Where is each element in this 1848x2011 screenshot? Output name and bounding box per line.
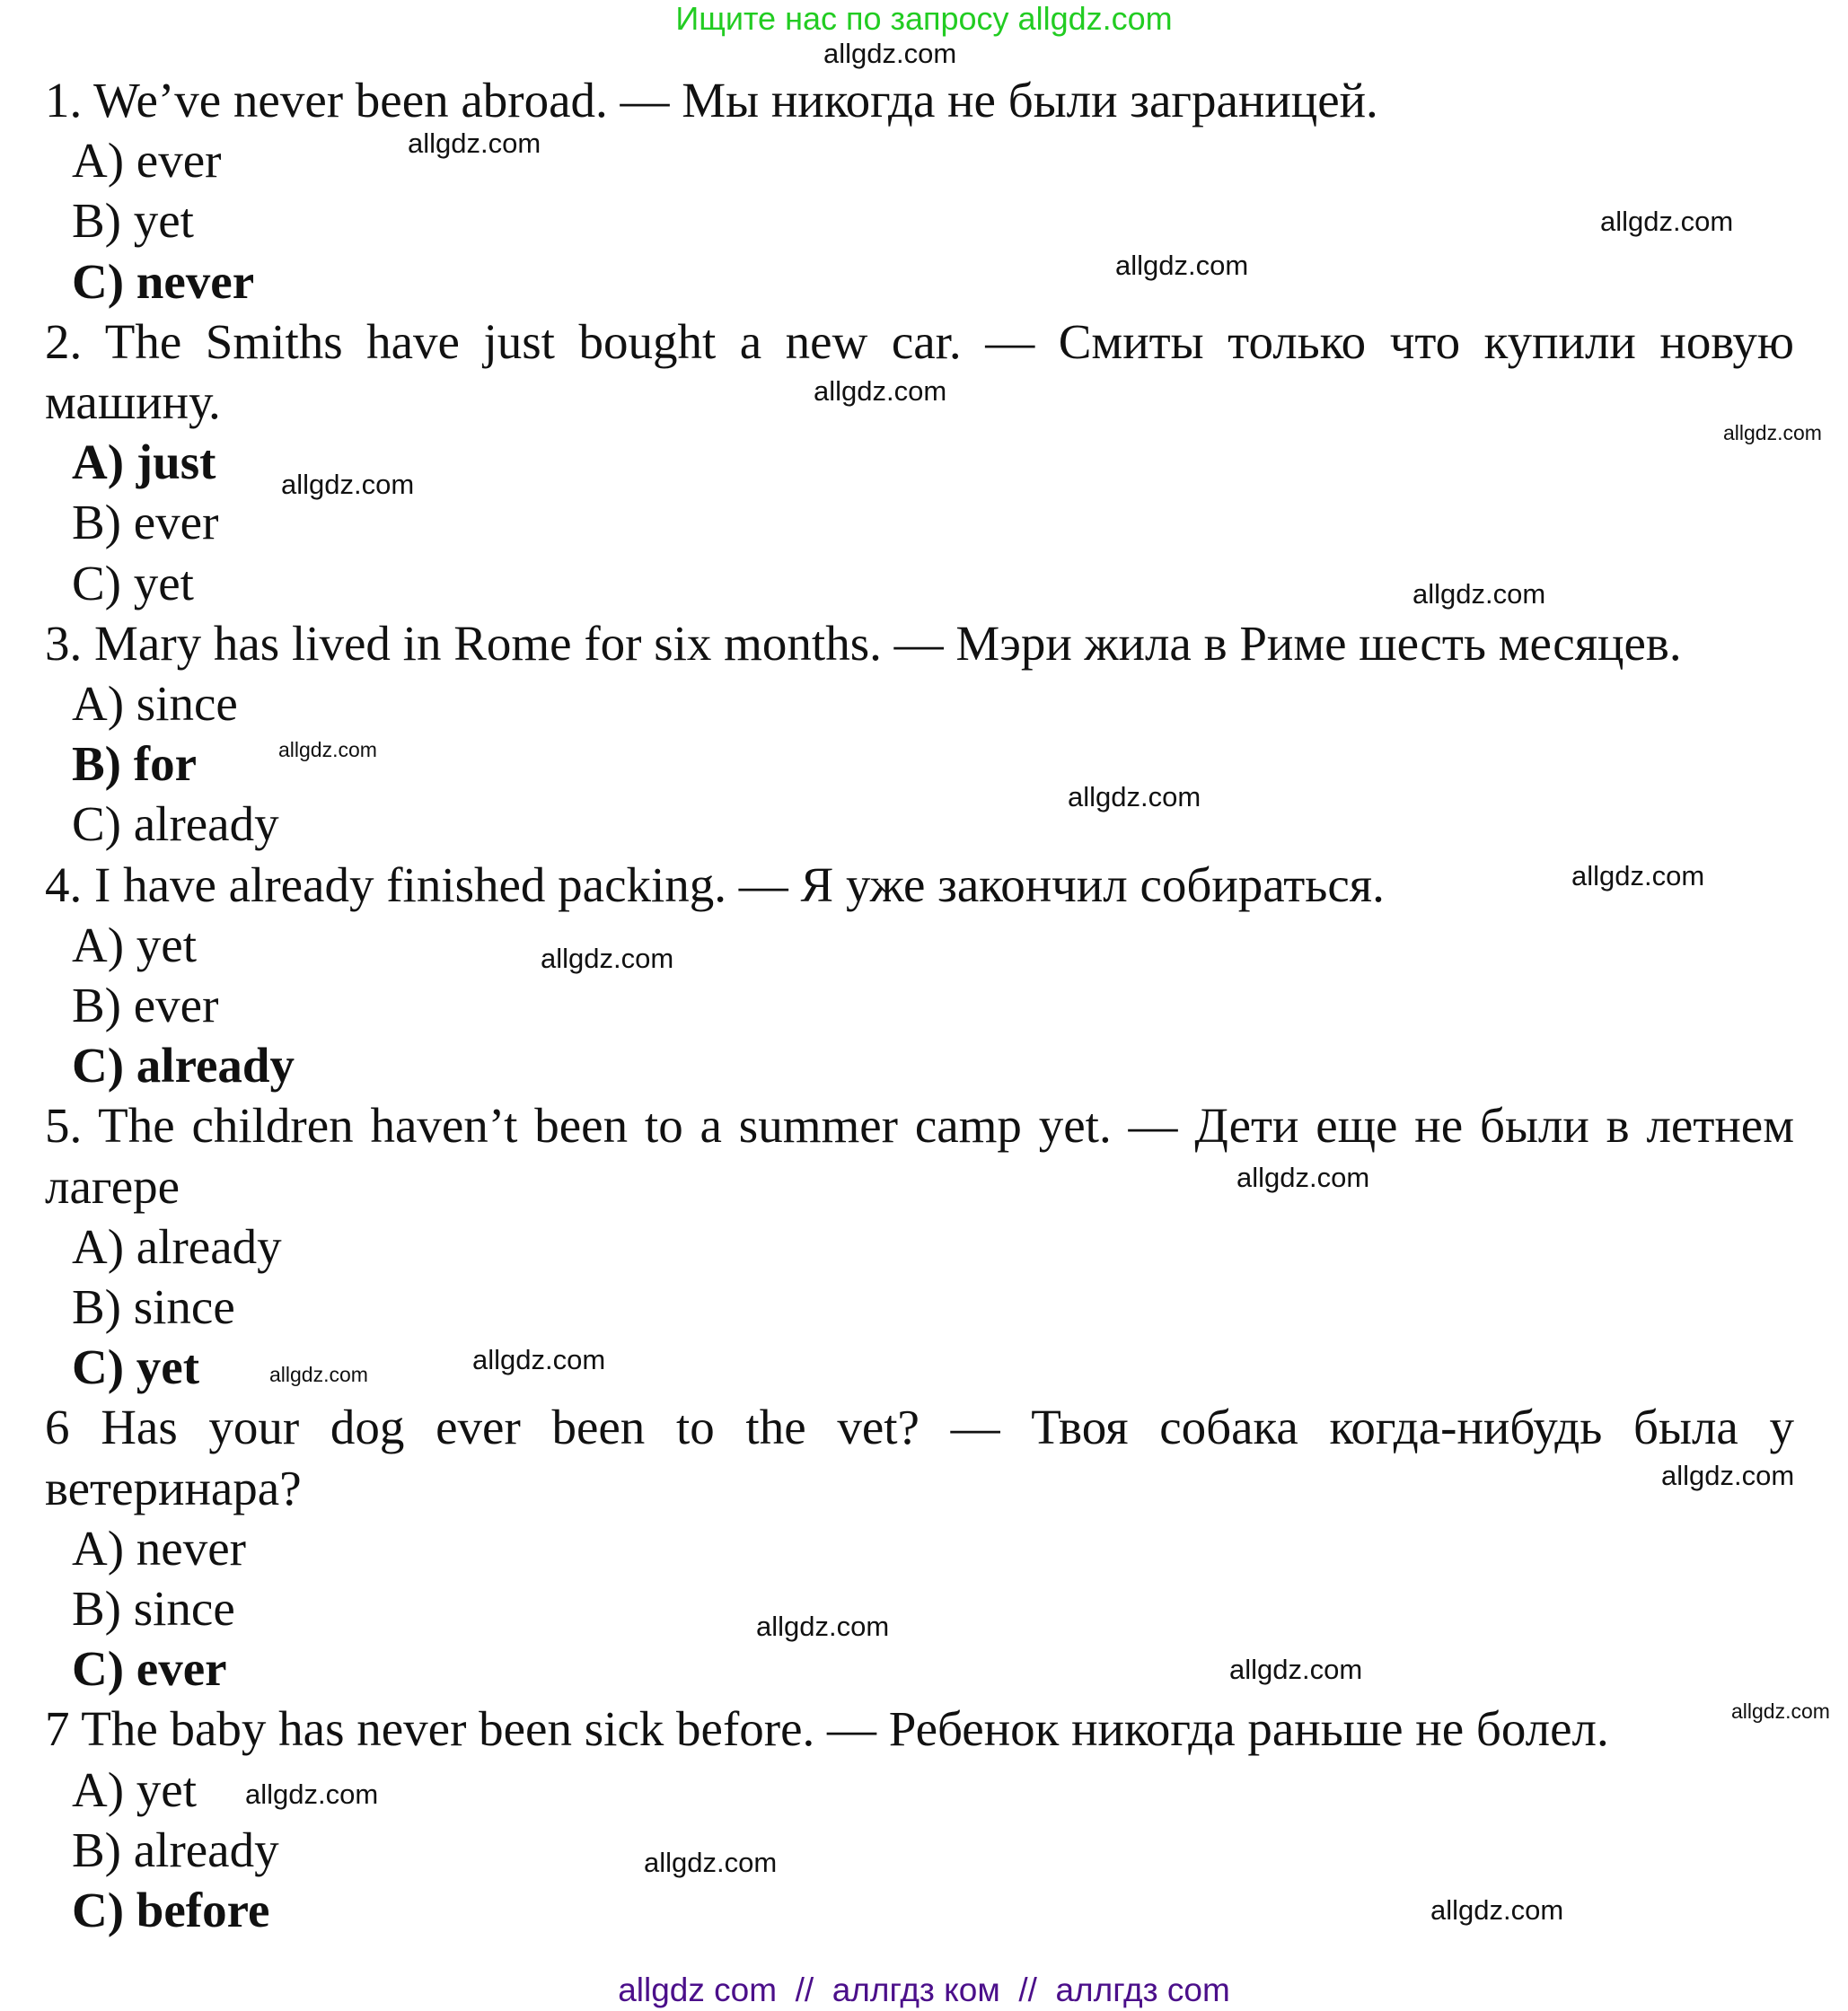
question-5: 5. The children haven’t been to a summer camp yet. — Дети еще не были в летнем лагере bbox=[45, 1098, 1794, 1214]
correct-option: C) ever bbox=[72, 1641, 227, 1697]
option: B) since bbox=[72, 1279, 235, 1335]
option: A) already bbox=[72, 1218, 282, 1274]
watermark: allgdz.com bbox=[408, 127, 541, 159]
watermark: allgdz.com bbox=[1600, 206, 1734, 237]
option: C) already bbox=[72, 796, 279, 852]
question-2: 2. The Smiths have just bought a new car. — Смиты только что купили новую машину. bbox=[45, 313, 1794, 430]
watermark: allgdz.com bbox=[472, 1344, 606, 1375]
watermark: allgdz.com bbox=[1661, 1460, 1795, 1491]
watermark: allgdz.com bbox=[823, 38, 957, 69]
correct-option: B) for bbox=[72, 736, 197, 792]
option: B) already bbox=[72, 1822, 279, 1877]
question-7: 7 The baby has never been sick before. — Ребенок никогда раньше не болел. bbox=[45, 1701, 1609, 1757]
option: B) yet bbox=[72, 193, 194, 249]
correct-option: C) yet bbox=[72, 1339, 200, 1395]
watermark: allgdz.com bbox=[1236, 1162, 1370, 1193]
option: A) since bbox=[72, 676, 238, 732]
watermark: allgdz.com bbox=[1430, 1894, 1564, 1926]
promo-banner: Ищите нас по запросу allgdz.com bbox=[675, 0, 1173, 37]
option: A) yet bbox=[72, 917, 197, 972]
option: B) ever bbox=[72, 978, 219, 1033]
watermark: allgdz.com bbox=[1731, 1699, 1830, 1723]
question-4: 4. I have already finished packing. — Я уже закончил собираться. bbox=[45, 856, 1385, 912]
correct-option: C) never bbox=[72, 253, 255, 309]
watermark: allgdz.com bbox=[278, 738, 377, 761]
watermark: allgdz.com bbox=[281, 469, 415, 500]
question-1: 1. We’ve never been abroad. — Мы никогда не были заграницей. bbox=[45, 73, 1378, 127]
exercise-content bbox=[45, 70, 1794, 1940]
footer-watermark: allgdz com // аллгдз ком // аллгдз com bbox=[618, 1971, 1230, 2008]
correct-option: A) just bbox=[72, 435, 216, 490]
watermark: allgdz.com bbox=[245, 1778, 379, 1810]
watermark: allgdz.com bbox=[644, 1847, 778, 1878]
option: A) ever bbox=[72, 133, 222, 189]
option: A) never bbox=[72, 1520, 246, 1576]
watermark: allgdz.com bbox=[1068, 781, 1201, 812]
watermark: allgdz.com bbox=[1229, 1654, 1363, 1685]
watermark: allgdz.com bbox=[814, 375, 947, 407]
watermark: allgdz.com bbox=[1412, 578, 1546, 610]
watermark: allgdz.com bbox=[541, 943, 674, 974]
watermark: allgdz.com bbox=[1723, 421, 1822, 444]
option: C) yet bbox=[72, 555, 194, 610]
option: A) yet bbox=[72, 1761, 197, 1817]
watermark: allgdz.com bbox=[269, 1363, 368, 1386]
option: B) ever bbox=[72, 495, 219, 550]
watermark: allgdz.com bbox=[1571, 860, 1705, 891]
correct-option: C) already bbox=[72, 1038, 295, 1093]
correct-option: C) before bbox=[72, 1883, 270, 1938]
question-6: 6 Has your dog ever been to the vet? — Твоя собака когда-нибудь была у ветеринара? bbox=[45, 1400, 1794, 1515]
option: B) since bbox=[72, 1581, 235, 1637]
question-3: 3. Mary has lived in Rome for six months. — Мэри жила в Риме шесть месяцев. bbox=[45, 615, 1682, 671]
watermark: allgdz.com bbox=[756, 1611, 890, 1642]
watermark: allgdz.com bbox=[1115, 250, 1249, 281]
